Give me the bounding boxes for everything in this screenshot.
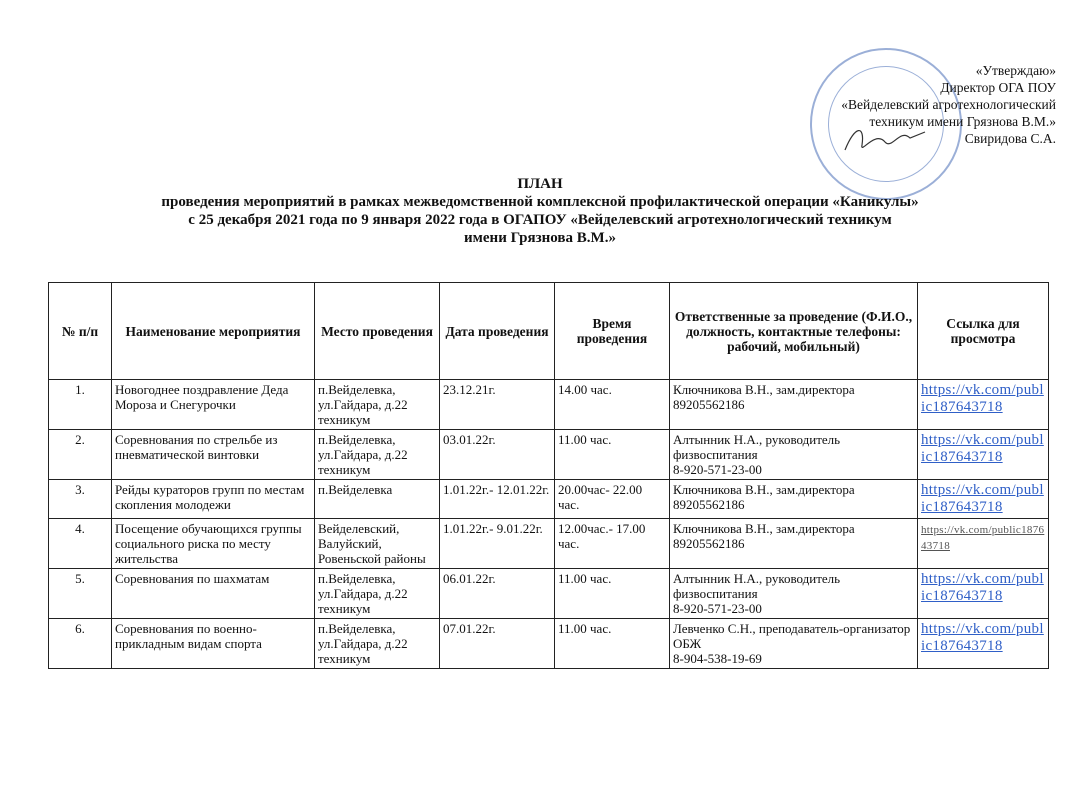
table-header-row [49,283,1049,380]
approval-line: «Вейделевский агротехнологический [841,97,1056,112]
view-link[interactable]: https://vk.com/public187643718 [921,524,1045,552]
view-link[interactable]: https://vk.com/public187643718 [921,621,1044,654]
responsible-phone: 89205562186 [673,397,745,412]
cell-time: 14.00 час. [555,380,670,430]
cell-link [918,519,1049,569]
table-row [49,430,1049,480]
responsible-person: Алтынник Н.А., руководитель физвоспитания [673,571,841,601]
responsible-phone: 89205562186 [673,497,745,512]
title-line: проведения мероприятий в рамках межведомственной комплексной профилактической операции «Каникулы» [161,194,919,210]
cell-place: п.Вейделевка, ул.Гайдара, д.22 техникум [315,569,440,619]
view-link[interactable]: https://vk.com/public187643718 [921,482,1044,515]
cell-date: 1.01.22г.- 12.01.22г. [440,480,555,519]
cell-date: 07.01.22г. [440,619,555,669]
cell-date: 23.12.21г. [440,380,555,430]
responsible-phone: 8-920-571-23-00 [673,462,762,477]
cell-num: 6. [49,619,112,669]
responsible-person: Ключникова В.Н., зам.директора [673,482,855,497]
title-line: ПЛАН [517,176,563,192]
table-row [49,619,1049,669]
cell-place: п.Вейделевка, ул.Гайдара, д.22 техникум [315,380,440,430]
cell-date: 1.01.22г.- 9.01.22г. [440,519,555,569]
cell-place: Вейделевский, Валуйский, Ровеньской районы [315,519,440,569]
cell-place: п.Вейделевка, ул.Гайдара, д.22 техникум [315,430,440,480]
cell-num: 5. [49,569,112,619]
cell-name: Рейды кураторов групп по местам скопления молодежи [112,480,315,519]
header-place: Место проведения [315,283,440,380]
cell-date: 03.01.22г. [440,430,555,480]
header-num: № п/п [49,283,112,380]
cell-name: Посещение обучающихся группы социального риска по месту жительства [112,519,315,569]
cell-place: п.Вейделевка [315,480,440,519]
cell-responsible [670,519,918,569]
approval-line: Директор ОГА ПОУ [940,80,1056,95]
cell-time: 11.00 час. [555,430,670,480]
responsible-person: Ключникова В.Н., зам.директора [673,521,855,536]
cell-responsible [670,480,918,519]
table-row [49,519,1049,569]
cell-link [918,380,1049,430]
view-link[interactable]: https://vk.com/public187643718 [921,432,1044,465]
cell-time: 20.00час- 22.00 час. [555,480,670,519]
table-row [49,380,1049,430]
cell-date: 06.01.22г. [440,569,555,619]
title-line: с 25 декабря 2021 года по 9 января 2022 года в ОГАПОУ «Вейделевский агротехнологический техникум [188,212,892,228]
header-link: Ссылка для просмотра [918,283,1049,380]
responsible-person: Алтынник Н.А., руководитель физвоспитания [673,432,841,462]
cell-responsible [670,619,918,669]
header-name: Наименование мероприятия [112,283,315,380]
cell-num: 4. [49,519,112,569]
cell-time: 11.00 час. [555,619,670,669]
cell-link [918,569,1049,619]
cell-place: п.Вейделевка, ул.Гайдара, д.22 техникум [315,619,440,669]
cell-name: Соревнования по военно-прикладным видам спорта [112,619,315,669]
header-responsible: Ответственные за проведение (Ф.И.О., должность, контактные телефоны: рабочий, мобильный) [670,283,918,380]
cell-name: Новогоднее поздравление Деда Мороза и Снегурочки [112,380,315,430]
approval-line: техникум имени Грязнова В.М.» [869,114,1056,129]
approval-line: Свиридова С.А. [964,131,1056,146]
approval-line: «Утверждаю» [975,63,1056,78]
cell-responsible [670,430,918,480]
view-link[interactable]: https://vk.com/public187643718 [921,382,1044,415]
cell-link [918,619,1049,669]
view-link[interactable]: https://vk.com/public187643718 [921,571,1044,604]
responsible-phone: 8-920-571-23-00 [673,601,762,616]
cell-num: 1. [49,380,112,430]
responsible-phone: 89205562186 [673,536,745,551]
cell-link [918,480,1049,519]
responsible-person: Левченко С.Н., преподаватель-организатор ОБЖ [673,621,911,651]
table-row [49,569,1049,619]
cell-num: 2. [49,430,112,480]
header-time: Время проведения [555,283,670,380]
header-date: Дата проведения [440,283,555,380]
cell-time: 12.00час.- 17.00 час. [555,519,670,569]
cell-name: Соревнования по стрельбе из пневматической винтовки [112,430,315,480]
title-line: имени Грязнова В.М.» [464,230,616,246]
approval-block [841,62,1056,147]
cell-time: 11.00 час. [555,569,670,619]
document-title [0,175,1080,247]
cell-link [918,430,1049,480]
responsible-person: Ключникова В.Н., зам.директора [673,382,855,397]
cell-num: 3. [49,480,112,519]
events-table [48,282,1049,669]
cell-responsible [670,569,918,619]
responsible-phone: 8-904-538-19-69 [673,651,762,666]
cell-name: Соревнования по шахматам [112,569,315,619]
cell-responsible [670,380,918,430]
table-row [49,480,1049,519]
